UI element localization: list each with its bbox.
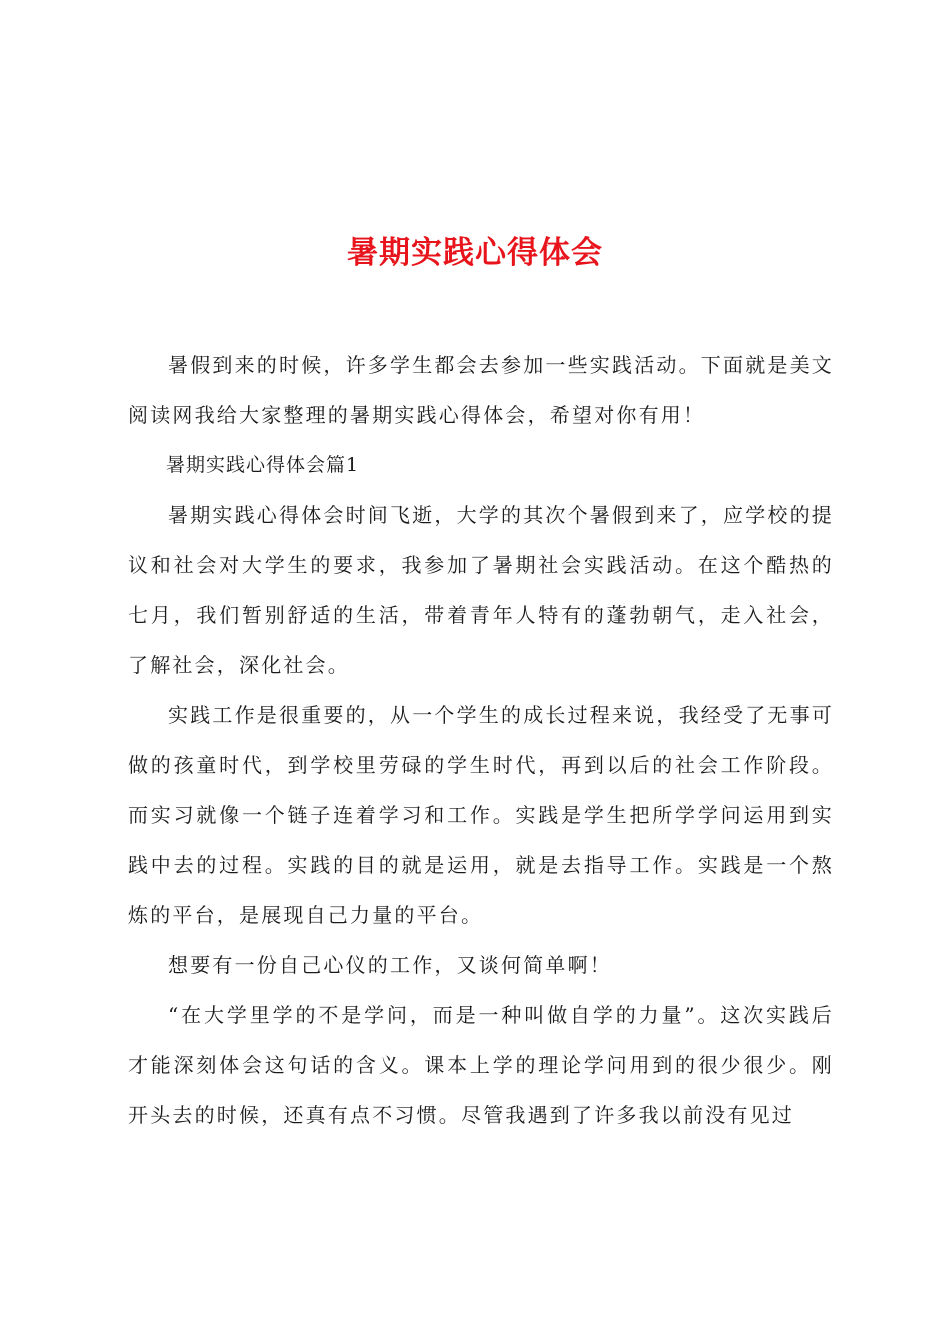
section-heading: 暑期实践心得体会篇1 (166, 454, 360, 476)
body-paragraph-1: 暑期实践心得体会时间飞逝，大学的其次个暑假到来了，应学校的提议和社会对大学生的要求，我参加了暑期社会实践活动。在这个酷热的七月，我们暂别舒适的生活，带着青年人特有的蓬勃朝气，走入社会，了解社会，深化社会。 (128, 503, 834, 677)
document-body (128, 340, 834, 1140)
body-paragraph-2: 实践工作是很重要的，从一个学生的成长过程来说，我经受了无事可做的孩童时代，到学校里劳碌的学生时代，再到以后的社会工作阶段。而实习就像一个链子连着学习和工作。实践是学生把所学学问运用到实践中去的过程。实践的目的就是运用，就是去指导工作。实践是一个熬炼的平台，是展现自己力量的平台。 (128, 703, 834, 927)
intro-paragraph: 暑假到来的时候，许多学生都会去参加一些实践活动。下面就是美文阅读网我给大家整理的暑期实践心得体会，希望对你有用！ (128, 353, 834, 427)
body-paragraph-4: “在大学里学的不是学问，而是一种叫做自学的力量”。这次实践后才能深刻体会这句话的含义。课本上学的理论学问用到的很少很少。刚开头去的时候，还真有点不习惯。尽管我遇到了许多我以前没有见过 (128, 1003, 834, 1127)
body-paragraph-3: 想要有一份自己心仪的工作，又谈何简单啊！ (168, 953, 612, 977)
document-title: 暑期实践心得体会 (347, 234, 603, 271)
